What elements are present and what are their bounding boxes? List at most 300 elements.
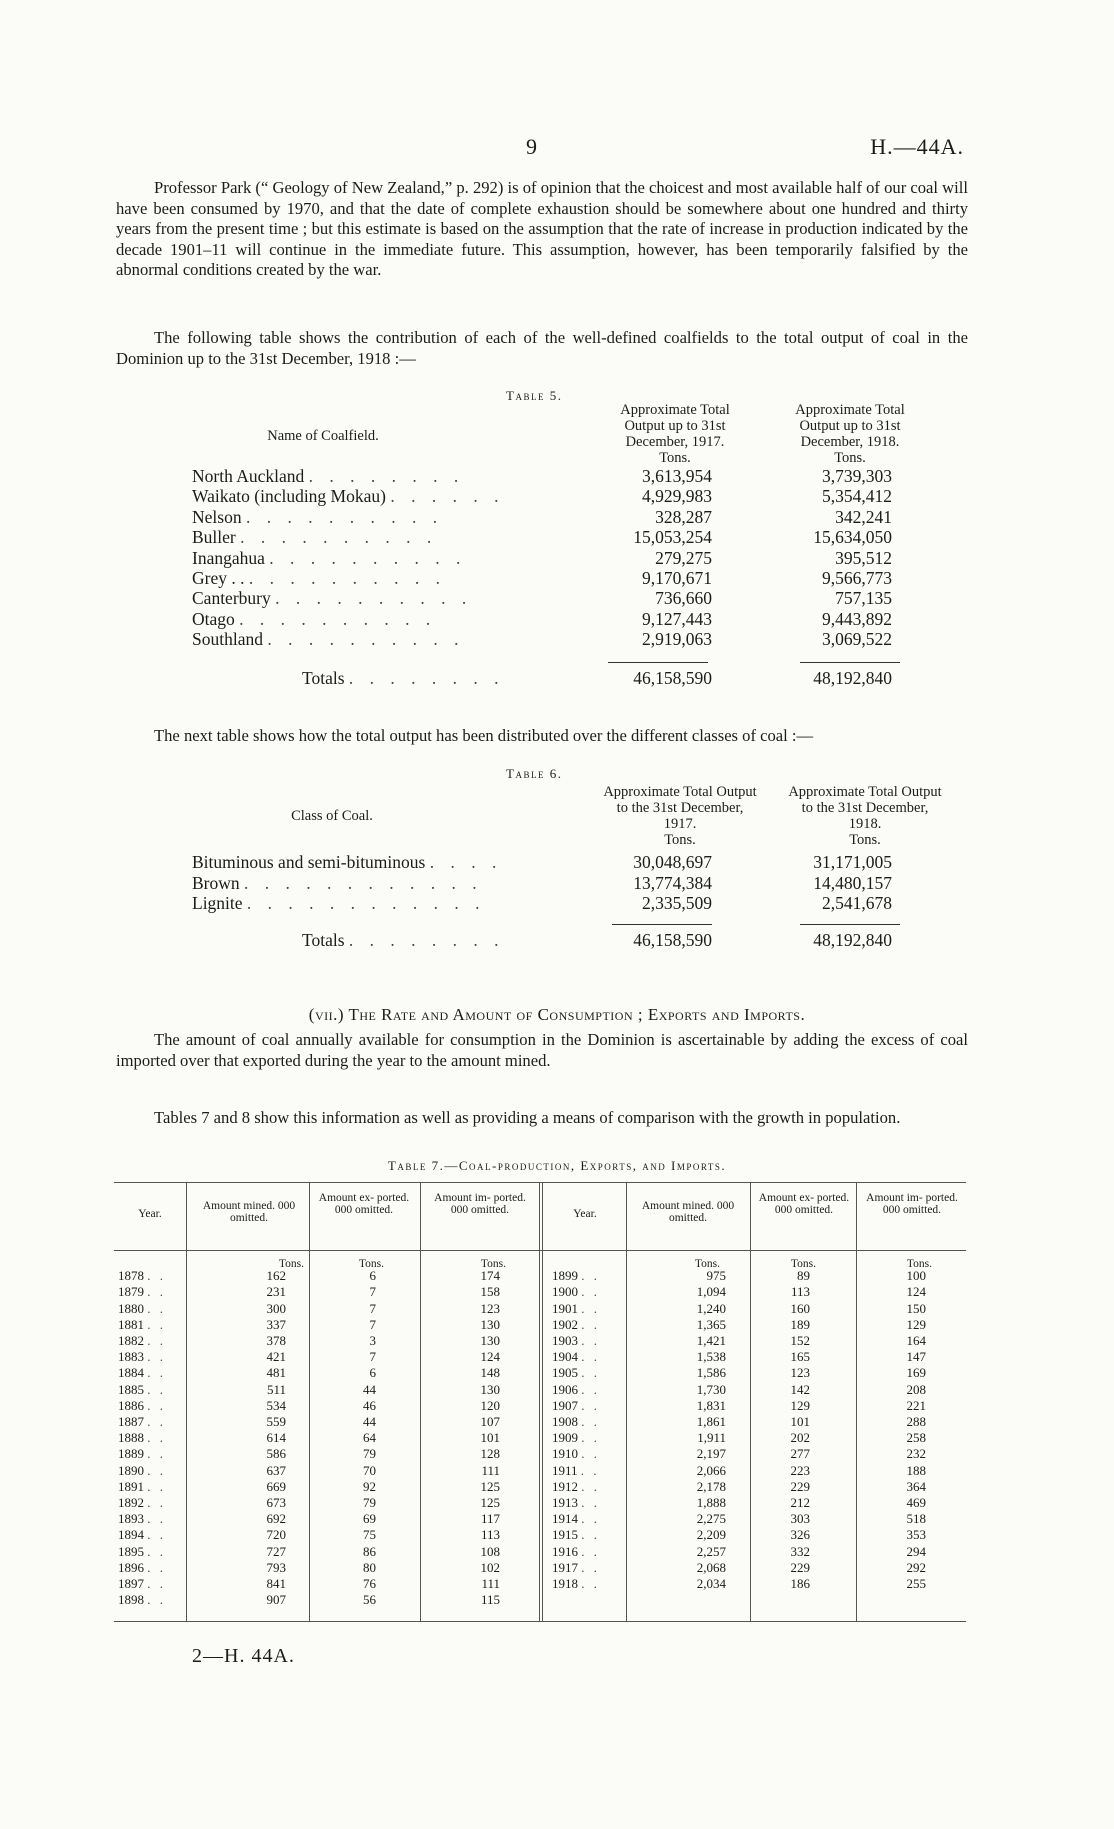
table7-mined-value: 669 (266, 1478, 286, 1494)
paragraph-park (116, 178, 968, 281)
table7-mined-value: 1,861 (696, 1414, 726, 1429)
table7-mined-value: 720 (266, 1527, 286, 1543)
table7-mined-value: 1,831 (696, 1397, 726, 1413)
table7-mined-value: 2,275 (696, 1511, 726, 1527)
table7-year (552, 1527, 600, 1543)
table5-row (192, 486, 912, 506)
table5-row-dots: . . . . . . . . . . (240, 527, 438, 548)
table5-row-name-text: Canterbury (192, 588, 271, 609)
table7-year-value: 1901 (552, 1300, 578, 1316)
table7-imported-value: 221 (906, 1397, 926, 1413)
table7-year (118, 1284, 166, 1300)
table5-row-name (192, 507, 443, 528)
table7-year-dots: . . (581, 1414, 600, 1429)
table7-mined-value: 1,911 (697, 1430, 726, 1446)
table7-exported-value: 223 (790, 1462, 810, 1478)
table7-year-dots: . . (581, 1268, 600, 1284)
table7-exported-value: 69 (363, 1511, 376, 1527)
table7-imported-value: 130 (480, 1316, 500, 1332)
table5-row-dots: . . . . . . . . . . (267, 629, 465, 650)
table6-caption: Table 6. (506, 766, 563, 781)
table7-divider (186, 1182, 187, 1622)
table7-year-dots: . . (147, 1268, 166, 1284)
table7-year-dots: . . (147, 1576, 166, 1591)
table5-rule-1918 (800, 662, 900, 663)
table7-exported-value: 332 (790, 1543, 810, 1559)
table7-year-value: 1913 (552, 1495, 578, 1510)
table7-exported-value: 56 (363, 1592, 376, 1608)
table7-exported-value: 6 (369, 1365, 376, 1381)
table7-mined-value: 1,094 (696, 1284, 726, 1300)
table7-imported-value: 292 (906, 1559, 926, 1575)
table7-exported-value: 229 (790, 1478, 810, 1494)
table7-mined-value: 1,240 (696, 1300, 726, 1316)
table7-mined-value: 231 (266, 1284, 286, 1300)
table7-year-dots: . . (581, 1316, 600, 1332)
table7-year-value: 1883 (118, 1349, 144, 1365)
table5-row-name (192, 548, 466, 569)
table7-unit-right-exported: Tons. (790, 1258, 816, 1270)
table7-mined-value: 841 (266, 1576, 286, 1591)
paragraph-intro-table6 (116, 726, 968, 747)
table6-row-value-1918: 14,480,157 (813, 872, 892, 893)
table7-year-value: 1893 (118, 1511, 144, 1527)
table7-year-dots: . . (147, 1381, 166, 1397)
table6-row-value-1917: 30,048,697 (633, 852, 712, 872)
table5-col-1917-label: Approximate Total Output up to 31st December, 1917. (620, 402, 730, 450)
table7-year (118, 1479, 166, 1495)
table7-mined-value: 481 (266, 1365, 286, 1381)
table7-year (552, 1317, 600, 1333)
table7-year-value: 1902 (552, 1316, 578, 1332)
table7-divider (539, 1182, 540, 1622)
table7-unit-left-mined: Tons. (278, 1258, 304, 1270)
table7-year-dots: . . (147, 1316, 166, 1332)
table7-year (118, 1463, 166, 1479)
paragraph-consumption (116, 1030, 968, 1071)
table5-row-value-1918: 9,566,773 (822, 568, 892, 588)
table7-exported-value: 277 (790, 1446, 810, 1462)
table7-head-year-left: Year. (138, 1208, 162, 1220)
table7-year-dots: . . (147, 1333, 166, 1348)
table7-imported-value: 111 (481, 1462, 500, 1478)
table7-year (118, 1446, 166, 1462)
table7-header-rule (114, 1250, 966, 1251)
table7-mined-value: 2,034 (696, 1576, 726, 1591)
table7 (114, 1182, 966, 1622)
table7-year-value: 1892 (118, 1495, 144, 1510)
table7-imported-value: 124 (480, 1349, 500, 1365)
table7-year-dots: . . (147, 1430, 166, 1446)
table7-head-mined-right: Amount mined. 000 omitted. (641, 1200, 735, 1224)
table7-year-value: 1896 (118, 1559, 144, 1575)
table5-row-name-text: Otago (192, 608, 235, 629)
table7-year-value: 1900 (552, 1284, 578, 1300)
table5-row-dots: . . . . . . (390, 486, 505, 507)
table7-year-value: 1912 (552, 1478, 578, 1494)
table7-exported-value: 92 (363, 1478, 376, 1494)
table6-row-value-1918: 2,541,678 (822, 893, 892, 914)
paragraph-intro-table5-text: The following table shows the contribution of each of the well-defined coalfields to the total output of coal in the Dominion up to the 31st December, 1918 :— (116, 328, 968, 368)
table7-mined-value: 692 (266, 1511, 286, 1527)
table7-exported-value: 160 (790, 1300, 810, 1316)
table7-year (552, 1398, 600, 1414)
table6-row-name-text: Bituminous and semi-bituminous (192, 852, 426, 872)
table7-year-value: 1887 (118, 1414, 144, 1429)
table6-unit-1918: Tons. (849, 832, 881, 848)
table7-bottom-rule (114, 1621, 966, 1622)
table7-mined-value: 1,586 (696, 1365, 726, 1381)
table7-year (118, 1317, 166, 1333)
table7-year-dots: . . (581, 1495, 600, 1510)
table7-year (552, 1333, 600, 1349)
table7-mined-value: 162 (266, 1268, 286, 1284)
table6-total-1917: 46,158,590 (633, 930, 712, 950)
table7-year (552, 1430, 600, 1446)
table5-row (192, 588, 912, 608)
table7-year (118, 1592, 166, 1608)
table7-exported-value: 44 (363, 1414, 376, 1429)
section-heading: (vii.) The Rate and Amount of Consumption ; Exports and Imports. (308, 1005, 806, 1024)
table7-year-dots: . . (147, 1495, 166, 1510)
table7-year (118, 1527, 166, 1543)
table7-imported-value: 130 (480, 1333, 500, 1348)
table7-imported-value: 120 (480, 1397, 500, 1413)
table7-mined-value: 793 (266, 1559, 286, 1575)
table7-year-value: 1899 (552, 1268, 578, 1284)
table7-year-dots: . . (581, 1284, 600, 1300)
document-reference: H.—44A. (870, 134, 964, 159)
table5-caption: Table 5. (506, 388, 563, 403)
paragraph-intro-table7-text: Tables 7 and 8 show this information as well as providing a means of comparison with the growth in population. (154, 1108, 901, 1127)
table6-row (192, 893, 912, 913)
table6-col-name: Class of Coal. (291, 808, 373, 824)
table6-row-name-text: Brown (192, 872, 240, 893)
table6-totals-text: Totals (302, 930, 345, 950)
table7-year-value: 1882 (118, 1333, 144, 1348)
table7-mined-value: 2,068 (696, 1559, 726, 1575)
table5-row (192, 548, 912, 568)
table7-year-value: 1880 (118, 1300, 144, 1316)
table6-col-1918-label: Approximate Total Output to the 31st December, 1918. (788, 784, 942, 832)
table5-row-value-1918: 9,443,892 (822, 608, 892, 629)
table6-row-value-1917: 2,335,509 (642, 893, 712, 914)
table7-year-value: 1886 (118, 1397, 144, 1413)
table7-year (552, 1511, 600, 1527)
table5-row (192, 629, 912, 649)
table7-year-value: 1898 (118, 1592, 144, 1608)
table5-total-1917: 46,158,590 (633, 668, 712, 688)
table6-row-name (192, 893, 486, 914)
table5-row-name (192, 466, 464, 487)
table7-exported-value: 80 (363, 1559, 376, 1575)
table7-year-dots: . . (147, 1527, 166, 1543)
table7-year-dots: . . (581, 1511, 600, 1527)
table7-imported-value: 294 (906, 1543, 926, 1559)
table7-year-dots: . . (581, 1559, 600, 1575)
page-number: 9 (526, 134, 537, 159)
table7-mined-value: 1,730 (696, 1381, 726, 1397)
table7-exported-value: 189 (790, 1316, 810, 1332)
table7-imported-value: 164 (906, 1333, 926, 1348)
table7-year-value: 1904 (552, 1349, 578, 1365)
table7-head-imported-left: Amount im- ported. 000 omitted. (434, 1192, 526, 1216)
table7-mined-value: 1,365 (696, 1316, 726, 1332)
table5-row-value-1917: 4,929,983 (642, 486, 712, 507)
table7-mined-value: 1,888 (696, 1495, 726, 1510)
table7-divider (856, 1182, 857, 1622)
table5-unit-1918: Tons. (834, 450, 866, 466)
table7-imported-value: 125 (480, 1478, 500, 1494)
table7-exported-value: 46 (363, 1397, 376, 1413)
table7-mined-value: 2,209 (696, 1527, 726, 1543)
table7-year-value: 1884 (118, 1365, 144, 1381)
table7-year-dots: . . (581, 1333, 600, 1348)
table7-divider (420, 1182, 421, 1622)
table5-totals-text: Totals (302, 668, 345, 688)
table7-mined-value: 586 (266, 1446, 286, 1462)
table7-head-imported-right: Amount im- ported. 000 omitted. (866, 1192, 958, 1216)
table5-row-name-text: Nelson (192, 506, 242, 527)
table7-year-dots: . . (147, 1365, 166, 1381)
table7-year-value: 1894 (118, 1527, 144, 1543)
table7-exported-value: 75 (363, 1527, 376, 1543)
table7-year-dots: . . (581, 1543, 600, 1559)
table5-row-value-1917: 279,275 (655, 547, 712, 568)
table7-year (118, 1382, 166, 1398)
table5-row-value-1918: 5,354,412 (822, 486, 892, 507)
table7-mined-value: 975 (706, 1268, 726, 1284)
table7-year (118, 1301, 166, 1317)
table7-head-exported-right: Amount ex- ported. 000 omitted. (758, 1192, 850, 1216)
table5-row (192, 568, 912, 588)
table7-divider (750, 1182, 751, 1622)
table7-year-value: 1905 (552, 1365, 578, 1381)
table7-year-value: 1895 (118, 1543, 144, 1559)
table7-year-value: 1907 (552, 1397, 578, 1413)
table7-year-value: 1906 (552, 1381, 578, 1397)
table7-year (552, 1382, 600, 1398)
table7-imported-value: 100 (906, 1268, 926, 1284)
table7-imported-value: 130 (480, 1381, 500, 1397)
table7-year (552, 1479, 600, 1495)
table7-exported-value: 303 (790, 1511, 810, 1527)
table5-row-name (192, 486, 504, 507)
table5-col-1918-label: Approximate Total Output up to 31st December, 1918. (795, 402, 905, 450)
table5-row-name (192, 588, 472, 609)
table5-row-name-text: Buller (192, 527, 236, 548)
paragraph-park-text: Professor Park (“ Geology of New Zealand,” p. 292) is of opinion that the choicest and most available half of our coal will have been consumed by 1970, and that the date of complete exhaustion should be somewhere about one hundred and thirty years from the present time ; but this estimate is based on the assumption that the rate of increase in production indicated by the decade 1901–11 will continue in the immediate future. This assumption, however, has been temporarily falsified by the abnormal conditions created by the war. (116, 178, 968, 280)
table5-row-name-text: Waikato (including Mokau) (192, 486, 386, 507)
table7-mined-value: 1,421 (696, 1333, 726, 1348)
table5-row-name (192, 609, 436, 630)
table7-imported-value: 208 (906, 1381, 926, 1397)
table7-divider (542, 1182, 543, 1622)
table7-imported-value: 102 (480, 1559, 500, 1575)
table7-imported-value: 128 (480, 1446, 500, 1462)
table5-row-dots: . . . . . . . . (308, 466, 465, 486)
table7-year-dots: . . (581, 1365, 600, 1381)
table5-row-dots: . . . . . . . . . . (248, 568, 446, 588)
table6-row (192, 873, 912, 893)
table7-exported-value: 212 (790, 1495, 810, 1510)
table6-col-1917-label: Approximate Total Output to the 31st December, 1917. (603, 784, 757, 832)
table7-year-dots: . . (581, 1300, 600, 1316)
table5-row-value-1917: 9,127,443 (642, 608, 712, 629)
table7-imported-value: 232 (906, 1446, 926, 1462)
table7-year-dots: . . (147, 1446, 166, 1462)
table7-imported-value: 169 (906, 1365, 926, 1381)
table7-year-dots: . . (581, 1446, 600, 1462)
table6-row-value-1917: 13,774,384 (633, 872, 712, 893)
table7-year (118, 1333, 166, 1349)
table5-row-value-1918: 395,512 (835, 547, 892, 568)
paragraph-intro-table6-text: The next table shows how the total output has been distributed over the different classes of coal :— (154, 726, 814, 745)
table7-exported-value: 113 (790, 1284, 810, 1300)
table5-row-name (192, 568, 446, 589)
table7-year (552, 1414, 600, 1430)
table7-exported-value: 79 (363, 1446, 376, 1462)
table7-imported-value: 113 (480, 1527, 500, 1543)
table7-exported-value: 7 (369, 1349, 376, 1365)
table6-row-value-1918: 31,171,005 (813, 852, 892, 872)
table5-row-value-1918: 3,069,522 (822, 629, 892, 650)
table5-col-1917 (600, 402, 750, 466)
table7-year-value: 1889 (118, 1446, 144, 1462)
table5-row (192, 527, 912, 547)
table7-year-value: 1878 (118, 1268, 144, 1284)
table7-mined-value: 614 (266, 1430, 286, 1446)
table7-exported-value: 129 (790, 1397, 810, 1413)
table5-row-name-text: Grey . . (192, 568, 245, 588)
table7-imported-value: 150 (906, 1300, 926, 1316)
paragraph-intro-table5 (116, 328, 968, 369)
table7-year-value: 1917 (552, 1559, 578, 1575)
table7-exported-value: 326 (790, 1527, 810, 1543)
table7-year (118, 1495, 166, 1511)
table7-mined-value: 1,538 (696, 1349, 726, 1365)
table5-row-name (192, 629, 464, 650)
table7-exported-value: 7 (369, 1316, 376, 1332)
table7-imported-value: 147 (906, 1349, 926, 1365)
table7-year (552, 1284, 600, 1300)
table7-mined-value: 511 (266, 1381, 286, 1397)
table7-year (552, 1365, 600, 1381)
table7-mined-value: 378 (266, 1333, 286, 1348)
table7-year-dots: . . (581, 1478, 600, 1494)
table7-year-value: 1914 (552, 1511, 578, 1527)
table7-year (552, 1544, 600, 1560)
table7-exported-value: 3 (369, 1333, 376, 1348)
paragraph-consumption-text: The amount of coal annually available for consumption in the Dominion is ascertainable by adding the excess of coal imported over that exported during the year to the amount mined. (116, 1030, 968, 1070)
table7-year (118, 1365, 166, 1381)
table6-col-1918 (785, 784, 945, 848)
table7-mined-value: 337 (266, 1316, 286, 1332)
table7-exported-value: 152 (790, 1333, 810, 1348)
table7-imported-value: 107 (480, 1414, 500, 1429)
table7-year-value: 1911 (552, 1462, 578, 1478)
table7-year-value: 1903 (552, 1333, 578, 1348)
table7-year-value: 1897 (118, 1576, 144, 1591)
table7-mined-value: 673 (266, 1495, 286, 1510)
table7-year-dots: . . (581, 1381, 600, 1397)
table6-rule-1918 (800, 924, 900, 925)
table7-year-dots: . . (581, 1397, 600, 1413)
table5-unit-1917: Tons. (659, 450, 691, 466)
table7-head-mined-left: Amount mined. 000 omitted. (202, 1200, 296, 1224)
table7-mined-value: 2,178 (696, 1478, 726, 1494)
table7-year (118, 1576, 166, 1592)
table5-row-name (192, 527, 437, 548)
table7-exported-value: 186 (790, 1576, 810, 1591)
table7-exported-value: 79 (363, 1495, 376, 1510)
table7-mined-value: 907 (266, 1592, 286, 1608)
table7-year-value: 1909 (552, 1430, 578, 1446)
table7-year (118, 1414, 166, 1430)
table7-imported-value: 148 (480, 1365, 500, 1381)
table7-imported-value: 364 (906, 1478, 926, 1494)
paragraph-intro-table7 (116, 1108, 968, 1129)
table7-year (118, 1560, 166, 1576)
table7-year-dots: . . (581, 1430, 600, 1446)
table7-year-dots: . . (147, 1300, 166, 1316)
table7-exported-value: 229 (790, 1559, 810, 1575)
table5-row-value-1917: 15,053,254 (633, 527, 712, 548)
table7-exported-value: 6 (369, 1268, 376, 1284)
table7-mined-value: 2,257 (696, 1543, 726, 1559)
table7-imported-value: 125 (480, 1495, 500, 1510)
table7-imported-value: 174 (480, 1268, 500, 1284)
table7-imported-value: 117 (480, 1511, 500, 1527)
table7-year-value: 1888 (118, 1430, 144, 1446)
table5-row-name-text: Inangahua (192, 547, 265, 568)
table7-year-dots: . . (147, 1414, 166, 1429)
table7-year-dots: . . (147, 1397, 166, 1413)
table7-imported-value: 101 (480, 1430, 500, 1446)
table7-year-dots: . . (147, 1559, 166, 1575)
table6-unit-1917: Tons. (664, 832, 696, 848)
table7-year-dots: . . (147, 1511, 166, 1527)
table7-exported-value: 89 (797, 1268, 810, 1284)
table7-year (552, 1495, 600, 1511)
table7-year (552, 1576, 600, 1592)
table5-row-value-1918: 3,739,303 (822, 466, 892, 486)
table6-row (192, 852, 912, 872)
table6-row-dots: . . . . . . . . . . . . (246, 893, 486, 914)
table7-year-value: 1885 (118, 1381, 144, 1397)
table5-totals-dots: . . . . . . . . (348, 668, 505, 688)
table7-unit-left-imported: Tons. (480, 1258, 506, 1270)
table5-row-dots: . . . . . . . . . . (269, 547, 467, 568)
table5-row-name-text: North Auckland (192, 466, 305, 486)
table7-year-value: 1879 (118, 1284, 144, 1300)
table7-mined-value: 559 (266, 1414, 286, 1429)
table6-row-dots: . . . . (429, 852, 503, 872)
table7-imported-value: 124 (906, 1284, 926, 1300)
table7-year (552, 1301, 600, 1317)
table7-year (118, 1268, 166, 1284)
table5-row-value-1917: 9,170,671 (642, 568, 712, 588)
table6-total-1918: 48,192,840 (813, 930, 892, 950)
table5-row-value-1917: 736,660 (655, 588, 712, 609)
table7-year (552, 1268, 600, 1284)
table7-head-exported-left: Amount ex- ported. 000 omitted. (318, 1192, 410, 1216)
table7-year (118, 1398, 166, 1414)
table7-mined-value: 300 (266, 1300, 286, 1316)
table7-year-value: 1881 (118, 1316, 144, 1332)
table7-year-dots: . . (147, 1543, 166, 1559)
table7-top-rule (114, 1182, 966, 1183)
